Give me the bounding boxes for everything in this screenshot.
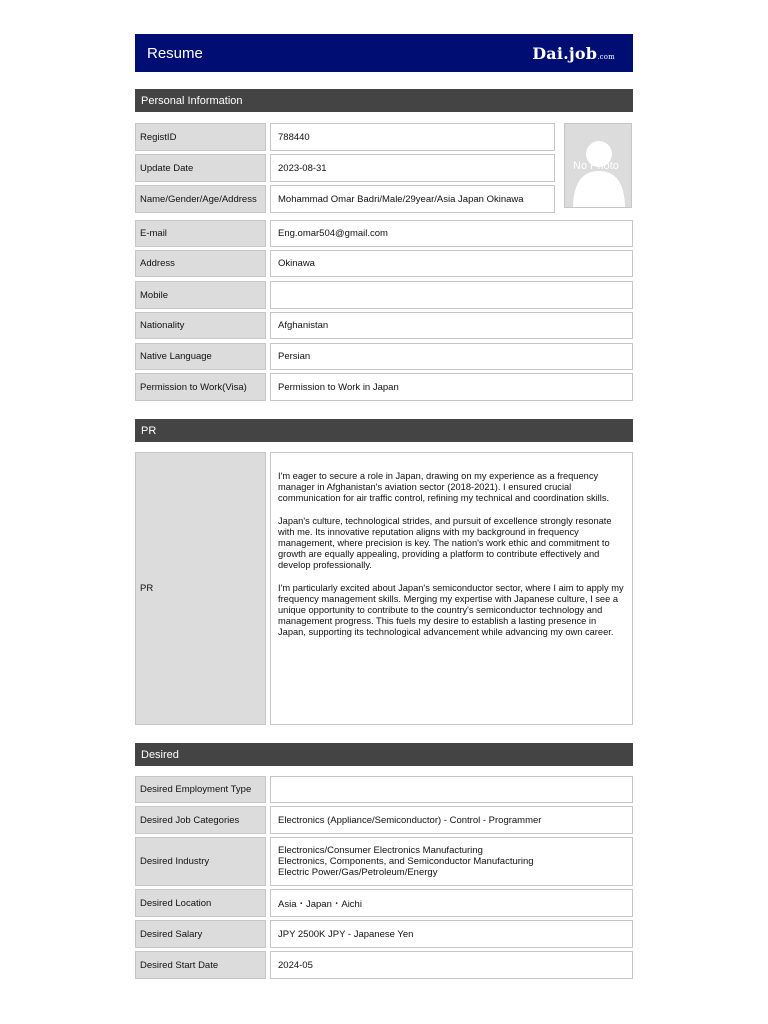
logo-text: Dai.job <box>532 44 598 63</box>
native-language-label: Native Language <box>135 343 266 370</box>
regist-id-value: 788440 <box>270 123 555 151</box>
desired-salary-label: Desired Salary <box>135 920 266 948</box>
email-label: E-mail <box>135 220 266 247</box>
mobile-value <box>270 281 633 309</box>
permission-to-work-value: Permission to Work in Japan <box>270 373 633 401</box>
mobile-label: Mobile <box>135 281 266 309</box>
name-gender-age-address-value: Mohammad Omar Badri/Male/29year/Asia Japan Okinawa <box>270 185 555 213</box>
nationality-label: Nationality <box>135 312 266 339</box>
pr-paragraph-3: I'm particularly excited about Japan's semiconductor sector, where I aim to apply my frequency management skills. Merging my expertise with Japanese culture, I see a unique opportunity to contribute to the country's semiconductor technology and management progress. This fuels my desire to establish a lasting presence in Japan, supporting its technological advancement while advancing my own career. <box>278 582 624 638</box>
update-date-value: 2023-08-31 <box>270 154 555 182</box>
profile-photo-placeholder <box>564 123 632 208</box>
regist-id-label: RegistID <box>135 123 266 151</box>
section-personal-information: Personal Information <box>135 89 633 112</box>
email-value[interactable]: Eng.omar504@gmail.com <box>270 220 633 247</box>
daijob-logo[interactable] <box>532 44 615 63</box>
page-title: Resume <box>147 45 203 62</box>
native-language-value: Persian <box>270 343 633 370</box>
desired-employment-type-label: Desired Employment Type <box>135 776 266 803</box>
permission-to-work-label: Permission to Work(Visa) <box>135 373 266 401</box>
pr-label: PR <box>135 452 266 725</box>
desired-industry-item: Electronics, Components, and Semiconductor Manufacturing <box>278 856 534 867</box>
desired-job-categories-value: Electronics (Appliance/Semiconductor) - Control - Programmer <box>270 806 633 834</box>
desired-industry-label: Desired Industry <box>135 837 266 886</box>
desired-job-categories-label: Desired Job Categories <box>135 806 266 834</box>
desired-industry-item: Electric Power/Gas/Petroleum/Energy <box>278 867 438 878</box>
nationality-value: Afghanistan <box>270 312 633 339</box>
desired-start-date-label: Desired Start Date <box>135 951 266 979</box>
pr-paragraph-2: Japan's culture, technological strides, and pursuit of excellence strongly resonate with me. Its innovative reputation aligns with my background in frequency management, where precision is key. The nation's work ethic and commitment to growth are equally appealing, providing a platform to contribute effectively and develop professionally. <box>278 515 612 571</box>
section-pr: PR <box>135 419 633 442</box>
name-gender-age-address-label: Name/Gender/Age/Address <box>135 185 266 213</box>
desired-location-label: Desired Location <box>135 889 266 917</box>
desired-industry-item: Electronics/Consumer Electronics Manufacturing <box>278 845 483 856</box>
desired-salary-value: JPY 2500K JPY - Japanese Yen <box>270 920 633 948</box>
desired-employment-type-value <box>270 776 633 803</box>
pr-paragraph-1: I'm eager to secure a role in Japan, drawing on my experience as a frequency manager in Afghanistan's aviation sector (2018-2021). I ensured crucial communication for air traffic control, refining my technical and coordination skills. <box>278 471 610 504</box>
no-photo-text: No Photo <box>573 160 619 172</box>
pr-text <box>270 452 633 725</box>
address-value: Okinawa <box>270 250 633 277</box>
desired-location-value: Asia・Japan・Aichi <box>270 889 633 917</box>
resume-header <box>135 34 633 72</box>
desired-industry-value <box>270 837 633 886</box>
update-date-label: Update Date <box>135 154 266 182</box>
desired-start-date-value: 2024-05 <box>270 951 633 979</box>
logo-suffix: .com <box>597 53 615 61</box>
address-label: Address <box>135 250 266 277</box>
section-desired: Desired <box>135 743 633 766</box>
